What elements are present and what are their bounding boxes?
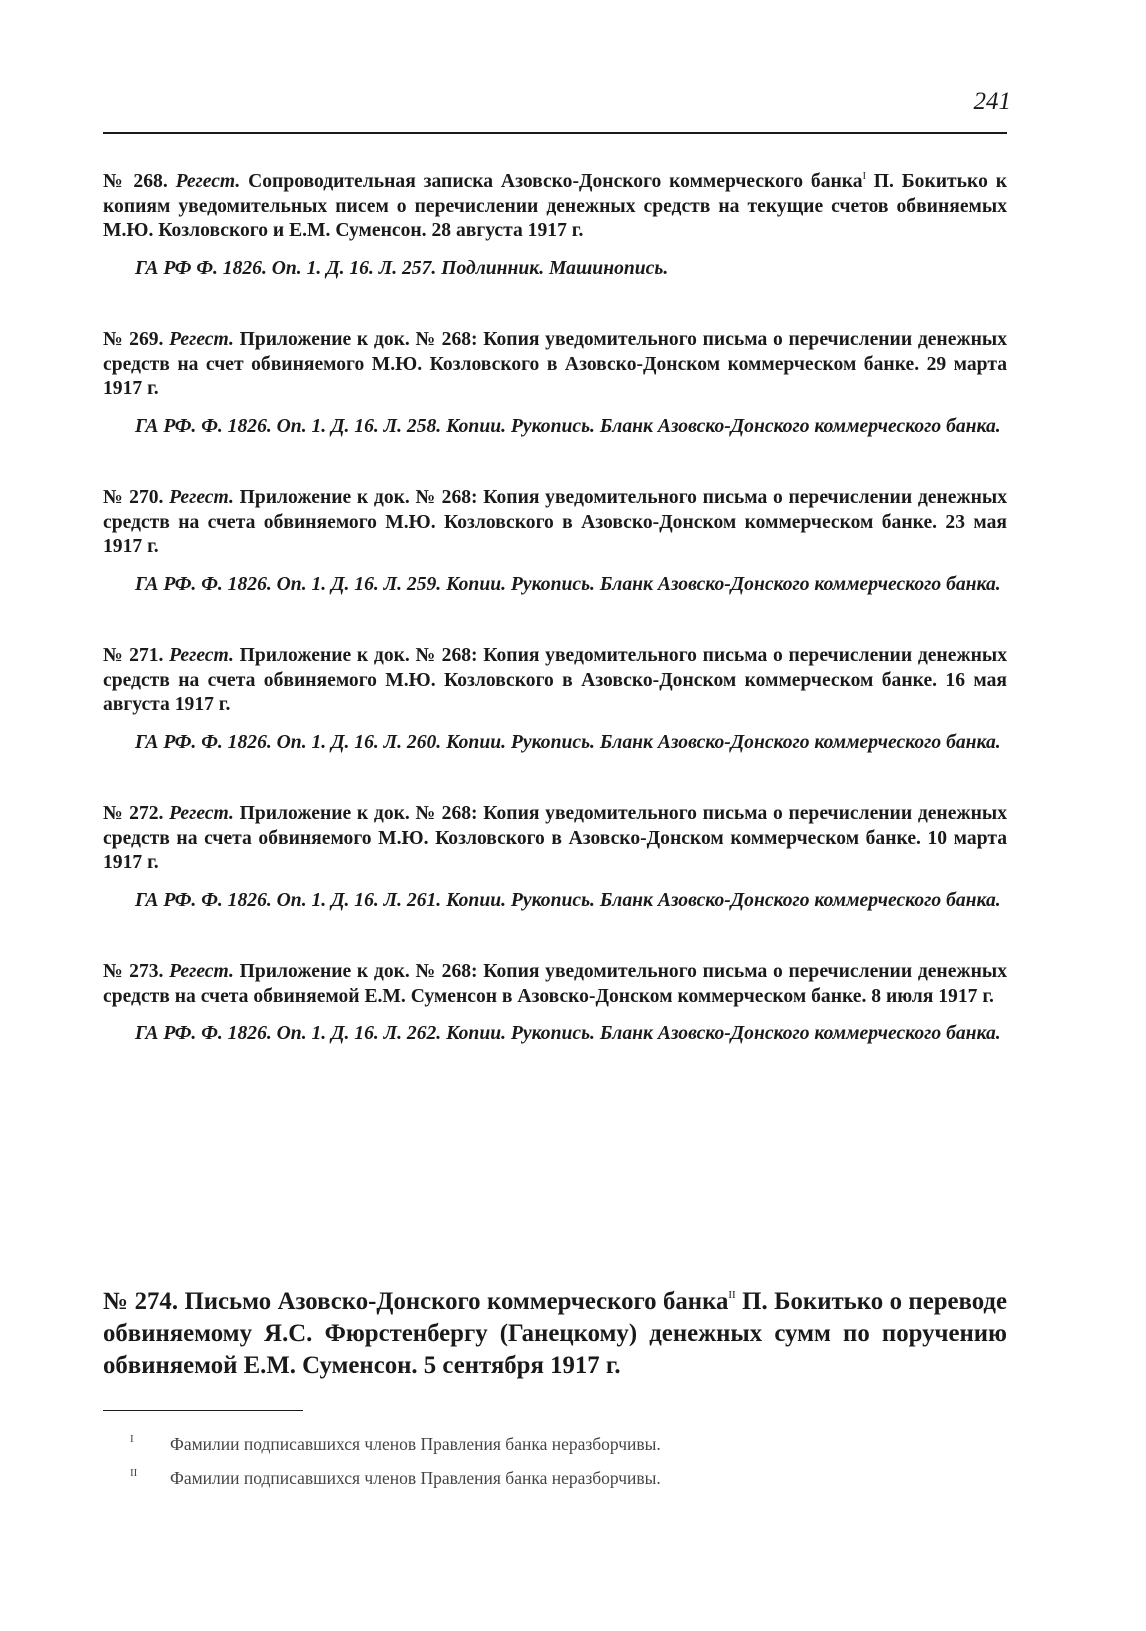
entry-source: ГА РФ. Ф. 1826. Оп. 1. Д. 16. Л. 258. Копии. Рукопись. Бланк Азовско-Донского коммерческого банка. — [135, 415, 1001, 437]
entry-number: № 269. — [103, 329, 164, 350]
entry-272 — [103, 802, 1007, 913]
entry-description: Приложение к док. № 268: Копия уведомительного письма о перечислении денежных средств на счета обвиняемой Е.М. Суменсон в Азовско-Донском коммерческом банке. 8 июля 1917 г. — [103, 961, 1008, 1007]
heading-text-continued: П. Бокитько о переводе обвиняемому Я.С. Фюрстенбергу (Ганецкому) денежных сумм по поручению обвиняемой Е.М. Суменсон. 5 сентября 1917 г. — [103, 1288, 1007, 1379]
page-number: 241 — [973, 88, 1011, 115]
entry-label: Регест. — [169, 803, 234, 824]
entry-label: Регест. — [169, 645, 234, 666]
entry-268 — [103, 170, 1007, 281]
footnote-ref: I — [862, 171, 866, 182]
footnote-text: Фамилии подписавшихся членов Правления банка неразборчивы. — [170, 1434, 661, 1454]
footnote-1 — [130, 1432, 1000, 1456]
entries-list — [103, 170, 1007, 1094]
entry-text — [103, 960, 1007, 1009]
entry-source: ГА РФ. Ф. 1826. Оп. 1. Д. 16. Л. 259. Копии. Рукопись. Бланк Азовско-Донского коммерческого банка. — [135, 573, 1001, 595]
entry-number: № 272. — [103, 803, 164, 824]
entry-271 — [103, 644, 1007, 755]
footnote-text: Фамилии подписавшихся членов Правления банка неразборчивы. — [170, 1468, 661, 1488]
entry-description: Приложение к док. № 268: Копия уведомительного письма о перечислении денежных средств на счета обвиняемого М.Ю. Козловского в Азовско-Донском коммерческом банке. 16 мая августа 1917 г. — [103, 645, 1008, 715]
entry-description-continued: П. Бокитько к копиям уведомительных писем о перечислении денежных средств на текущие счетов обвиняемых М.Ю. Козловского и Е.М. Суменсон. 28 августа 1917 г. — [103, 171, 1007, 241]
footnote-rule — [103, 1410, 303, 1411]
entry-text — [103, 486, 1007, 560]
entry-source: ГА РФ. Ф. 1826. Оп. 1. Д. 16. Л. 262. Копии. Рукопись. Бланк Азовско-Донского коммерческого банка. — [135, 1023, 1001, 1044]
entry-description: Приложение к док. № 268: Копия уведомительного письма о перечислении денежных средств на счета обвиняемого М.Ю. Козловского в Азовско-Донском коммерческом банке. 23 мая 1917 г. — [103, 487, 1008, 557]
entry-273 — [103, 960, 1007, 1047]
entry-description: Приложение к док. № 268: Копия уведомительного письма о перечислении денежных средств на счета обвиняемого М.Ю. Козловского в Азовско-Донском коммерческом банке. 10 марта 1917 г. — [103, 803, 1008, 873]
header-rule — [103, 132, 1007, 134]
entry-label: Регест. — [169, 487, 234, 508]
entry-source: ГА РФ. Ф. 1826. Оп. 1. Д. 16. Л. 261. Копии. Рукопись. Бланк Азовско-Донского коммерческого банка. — [135, 889, 1001, 911]
entry-269 — [103, 328, 1007, 439]
entry-text — [103, 644, 1007, 718]
footnote-2 — [130, 1466, 1000, 1490]
footnote-mark: I — [130, 1433, 134, 1445]
entry-text — [103, 328, 1007, 402]
entry-label: Регест. — [175, 171, 241, 192]
entry-description: Приложение к док. № 268: Копия уведомительного письма о перечислении денежных средств на счет обвиняемого М.Ю. Козловского в Азовско-Донском коммерческом банке. 29 марта 1917 г. — [103, 329, 1008, 399]
entry-text — [103, 802, 1007, 876]
footnote-mark: II — [130, 1467, 138, 1479]
entry-text — [103, 170, 1007, 244]
heading-text: № 274. Письмо Азовско-Донского коммерческого банка — [103, 1288, 729, 1315]
document-heading-274 — [103, 1286, 1007, 1382]
entry-source: ГА РФ. Ф. 1826. Оп. 1. Д. 16. Л. 260. Копии. Рукопись. Бланк Азовско-Донского коммерческого банка. — [135, 731, 1001, 753]
entry-source: ГА РФ Ф. 1826. Оп. 1. Д. 16. Л. 257. Подлинник. Машинопись. — [135, 257, 669, 279]
footnote-ref: II — [728, 1289, 736, 1301]
entry-description: Сопроводительная записка Азовско-Донского коммерческого банка — [248, 171, 863, 192]
entry-number: № 268. — [103, 171, 168, 192]
footnotes — [130, 1432, 1000, 1500]
entry-number: № 273. — [103, 961, 164, 982]
entry-number: № 271. — [103, 645, 164, 666]
entry-270 — [103, 486, 1007, 597]
entry-label: Регест. — [169, 329, 234, 350]
entry-number: № 270. — [103, 487, 164, 508]
entry-label: Регест. — [169, 961, 234, 982]
